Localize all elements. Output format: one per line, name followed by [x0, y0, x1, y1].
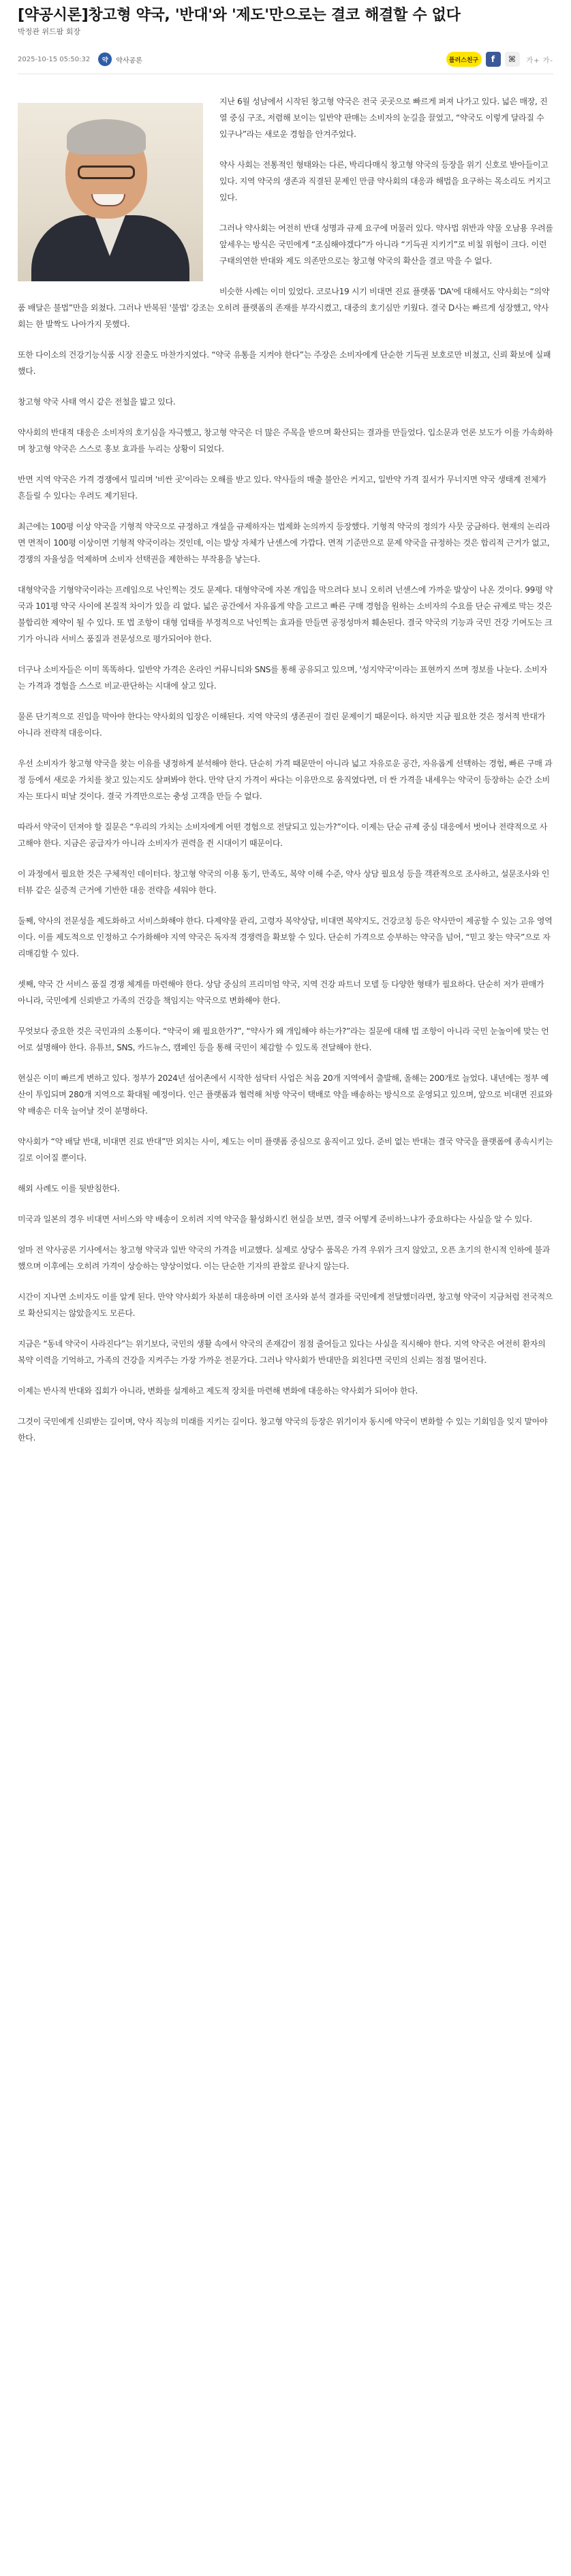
article-paragraph: 약사회가 “약 배달 반대, 비대면 진료 반대”만 외치는 사이, 제도는 이미 플랫폼 중심으로 움직이고 있다. 준비 없는 반대는 결국 약국을 플랫폼에 종속시키는 길로 이어질 뿐이다.	[18, 1137, 553, 1163]
article-paragraph: 해외 사례도 이를 뒷받침한다.	[18, 1184, 120, 1193]
article-paragraph: 이 과정에서 필요한 것은 구체적인 데이터다. 창고형 약국의 이용 동기, 만족도, 복약 이해 수준, 약사 상담 필요성 등을 객관적으로 조사하고, 설문조사와 인터뷰 같은 실증적 근거에 기반한 대응 전략을 세워야 한다.	[18, 869, 550, 895]
article-paragraph: 그것이 국민에게 신뢰받는 길이며, 약사 직능의 미래를 지키는 길이다. 창고형 약국의 등장은 위기이자 동시에 약국이 변화할 수 있는 기회임을 잊지 말아야 한다.	[18, 1417, 548, 1443]
article-paragraph: 우선 소비자가 창고형 약국을 찾는 이유를 냉정하게 분석해야 한다. 단순히 가격 때문만이 아니라 넓고 자유로운 공간, 자유롭게 선택하는 경험, 빠른 구매 과정 등에서 새로운 가치를 찾고 있는지도 살펴봐야 한다. 만약 단지 가격이 싸다는 이유만으로 움직였다면, 더 싼 가격을 내세우는 약국이 등장하는 순간 소비자는 또다시 떠날 것이다. 결국 가격만으로는 충성 고객을 만들 수 없다.	[18, 759, 553, 801]
article-headline: [약공시론]창고형 약국, '반대'와 '제도'만으로는 결코 해결할 수 없다	[18, 7, 461, 24]
article-paragraph: 둘째, 약사의 전문성을 제도화하고 서비스화해야 한다. 다제약물 관리, 고령자 복약상담, 비대면 복약지도, 건강코칭 등은 약사만이 제공할 수 있는 고유 영역이다. 이를 제도적으로 인정하고 수가화해야 지역 약국은 독자적 경쟁력을 확보할 수 있다. 단순히 가격으로 승부하는 약국을 넘어, “믿고 찾는 약국”으로 자리매김할 수 있다.	[18, 916, 553, 958]
article-meta	[18, 45, 553, 74]
article-paragraph: 이제는 반사적 반대와 집회가 아니라, 변화를 설계하고 제도적 장치를 마련해 변화에 대응하는 약사회가 되어야 한다.	[18, 1386, 418, 1396]
article-paragraph: 셋째, 약국 간 서비스 품질 경쟁 체계를 마련해야 한다. 상담 중심의 프리미엄 약국, 지역 건강 파트너 모델 등 다양한 형태가 필요하다. 단순히 저가 판매가 아니라, 국민에게 신뢰받고 가족의 건강을 책임지는 약국으로 변화해야 한다.	[18, 979, 544, 1005]
article-paragraph: 지난 6월 성남에서 시작된 창고형 약국은 전국 곳곳으로 빠르게 퍼져 나가고 있다. 넓은 매장, 진열 중심 구조, 저렴해 보이는 일반약 판매는 소비자의 눈길을 끌었고, “약국도 이렇게 달라질 수 있구나”라는 새로운 경험을 안겨주었다.	[219, 97, 548, 139]
link-share-button[interactable]: ⌘	[505, 52, 520, 67]
source-logo-icon: 약	[98, 52, 112, 66]
article-paragraph: 반면 지역 약국은 가격 경쟁에서 밀리며 '비싼 곳'이라는 오해를 받고 있다. 약사들의 매출 불안은 커지고, 일반약 가격 질서가 무너지면 약국 생태계 전체가 흔들릴 수 있다는 우려도 제기된다.	[18, 475, 546, 501]
article-byline: 박정관 위드팜 회장	[18, 27, 81, 36]
font-size-control[interactable]: 가+ 가-	[526, 57, 553, 65]
article-paragraph: 또한 다이소의 건강기능식품 시장 진출도 마찬가지였다. “약국 유통을 지켜야 한다”는 주장은 소비자에게 단순한 기득권 보호로만 비쳤고, 신뢰 확보에 실패했다.	[18, 350, 551, 376]
facebook-share-button[interactable]: f	[486, 52, 501, 67]
article-paragraph: 물론 단기적으로 진입을 막아야 한다는 약사회의 입장은 이해된다. 지역 약국의 생존권이 걸린 문제이기 때문이다. 하지만 지금 필요한 것은 정서적 반대가 아니라 전략적 대응이다.	[18, 712, 545, 738]
kakao-share-button[interactable]: 플러스친구	[446, 52, 482, 67]
article-paragraph: 더구나 소비자들은 이미 똑똑하다. 일반약 가격은 온라인 커뮤니티와 SNS를 통해 공유되고 있으며, '성지약국'이라는 표현까지 쓰며 정보를 나눈다. 소비자는 가격과 경험을 스스로 비교·판단하는 시대에 살고 있다.	[18, 665, 548, 691]
article-paragraph: 비슷한 사례는 이미 있었다. 코로나19 시기 비대면 진료 플랫폼 'DA'에 대해서도 약사회는 “의약품 배달은 불법”만을 외쳤다. 그러나 반복된 '불법' 강조는 오히려 플랫폼의 존재를 부각시켰고, 대중의 호기심만 키웠다. 결국 D사는 빠르게 성장했고, 약사회는 한 발짝도 나아가지 못했다.	[18, 287, 550, 329]
article-paragraph: 무엇보다 중요한 것은 국민과의 소통이다. “약국이 왜 필요한가?”, “약사가 왜 개입해야 하는가?”라는 질문에 대해 법 조항이 아니라 국민 눈높이에 맞는 언어로 설명해야 한다. 유튜브, SNS, 카드뉴스, 캠페인 등을 통해 국민이 체감할 수 있도록 전달해야 한다.	[18, 1026, 549, 1052]
article-paragraph: 대형약국을 기형약국이라는 프레임으로 낙인찍는 것도 문제다. 대형약국에 자본 개입을 막으려다 보니 오히려 넌센스에 가까운 발상이 나온 것이다. 99평 약국과 101평 약국 사이에 본질적 차이가 있을 리 없다. 넓은 공간에서 자유롭게 약을 고르고 빠른 구매 경험을 원하는 소비자의 수요를 단순 규제로 막는 것은 불합리한 제약이 될 수 있다. 또 법 조항이 대형 업태를 부정적으로 낙인찍는 효과를 만들면 공정성마저 훼손된다. 결국 약국의 기능과 국민 건강 기여도는 크기가 아니라 서비스 품질과 전문성으로 평가되어야 한다.	[18, 585, 553, 644]
article-paragraph: 창고형 약국 사태 역시 같은 전철을 밟고 있다.	[18, 397, 176, 407]
article-paragraph: 얼마 전 약사공론 기사에서는 창고형 약국과 일반 약국의 가격을 비교했다. 실제로 상당수 품목은 가격 우위가 크지 않았고, 오픈 초기의 한시적 인하에 불과했으며 이후에는 오히려 가격이 상승하는 양상이었다. 이는 단순한 기자의 관찰로 끝나지 않는다.	[18, 1245, 550, 1271]
author-photo	[18, 103, 203, 281]
article-paragraph: 현실은 이미 빠르게 변하고 있다. 정부가 2024년 섬어촌에서 시작한 섬닥터 사업은 처음 20개 지역에서 출발해, 올해는 200개로 늘었다. 내년에는 정부 예산이 투입되며 280개 지역으로 확대될 예정이다. 인근 플랫폼과 협력해 처방 약국이 택배로 약을 배송하는 방식으로 운영되고 있으며, 앞으로 비대면 진료와 약 배송은 더욱 늘어날 것이 분명하다.	[18, 1073, 553, 1116]
article-paragraph: 시간이 지나면 소비자도 이를 알게 된다. 만약 약사회가 차분히 대응하며 이런 조사와 분석 결과를 국민에게 전달했더라면, 창고형 약국이 지금처럼 전국적으로 확산되지는 않았을지도 모른다.	[18, 1292, 553, 1318]
article-paragraph: 약사 사회는 전통적인 형태와는 다른, 박리다매식 창고형 약국의 등장을 위기 신호로 받아들이고 있다. 지역 약국의 생존과 직결된 문제인 만큼 약사회의 대응과 해법을 요구하는 목소리도 커지고 있다.	[219, 160, 551, 202]
article-paragraph: 미국과 일본의 경우 비대면 서비스와 약 배송이 오히려 지역 약국을 활성화시킨 현실을 보면, 결국 어떻게 준비하느냐가 중요하다는 사실을 알 수 있다.	[18, 1214, 532, 1224]
article-paragraph: 지금은 “동네 약국이 사라진다”는 위기보다, 국민의 생활 속에서 약국의 존재감이 점점 줄어들고 있다는 사실을 직시해야 한다. 지역 약국은 여전히 환자의 복약 이력을 기억하고, 가족의 건강을 지켜주는 가장 가까운 전문가다. 그러나 약사회가 반대만을 외친다면 국민의 신뢰는 점점 멀어진다.	[18, 1339, 546, 1365]
publish-date: 2025-10-15 05:50:32	[18, 55, 91, 63]
article-paragraph: 그러나 약사회는 여전히 반대 성명과 규제 요구에 머물러 있다. 약사법 위반과 약물 오남용 우려를 앞세우는 방식은 국민에게 “조심해야겠다”가 아니라 “기득권 지키기”로 비칠 위험이 크다. 이런 구태의연한 반대와 제도 의존만으로는 창고형 약국의 확산을 결코 막을 수 없다.	[219, 223, 553, 266]
paragraph-list	[18, 93, 553, 1446]
article-body	[18, 93, 553, 1446]
article-paragraph: 최근에는 100평 이상 약국을 기형적 약국으로 규정하고 개설을 규제하자는 법제화 논의까지 등장했다. 기형적 약국의 정의가 사뭇 궁금하다. 현재의 논리라면 면적이 100평 이상이면 기형적 약국이라는 것인데, 이는 발상 자체가 난센스에 가깝다. 면적 기준만으로 문제 약국을 규정하는 것은 합리적 근거가 없고, 경쟁의 자율성을 억제하며 소비자 선택권을 제한하는 부작용을 낳는다.	[18, 522, 551, 564]
source-name[interactable]: 약사공론	[116, 57, 142, 65]
article-paragraph: 약사회의 반대적 대응은 소비자의 호기심을 자극했고, 창고형 약국은 더 많은 주목을 받으며 확산되는 결과를 만들었다. 입소문과 언론 보도가 이를 가속화하며 창고형 약국은 스스로 홍보 효과를 누리는 상황이 되었다.	[18, 428, 553, 454]
article-paragraph: 따라서 약국이 던져야 할 질문은 “우리의 가치는 소비자에게 어떤 경험으로 전달되고 있는가?”이다. 이제는 단순 규제 중심 대응에서 벗어나 전략적으로 사고해야 한다. 지금은 공급자가 아니라 소비자가 권력을 쥔 시대이기 때문이다.	[18, 822, 548, 848]
share-toolbar	[446, 52, 554, 67]
